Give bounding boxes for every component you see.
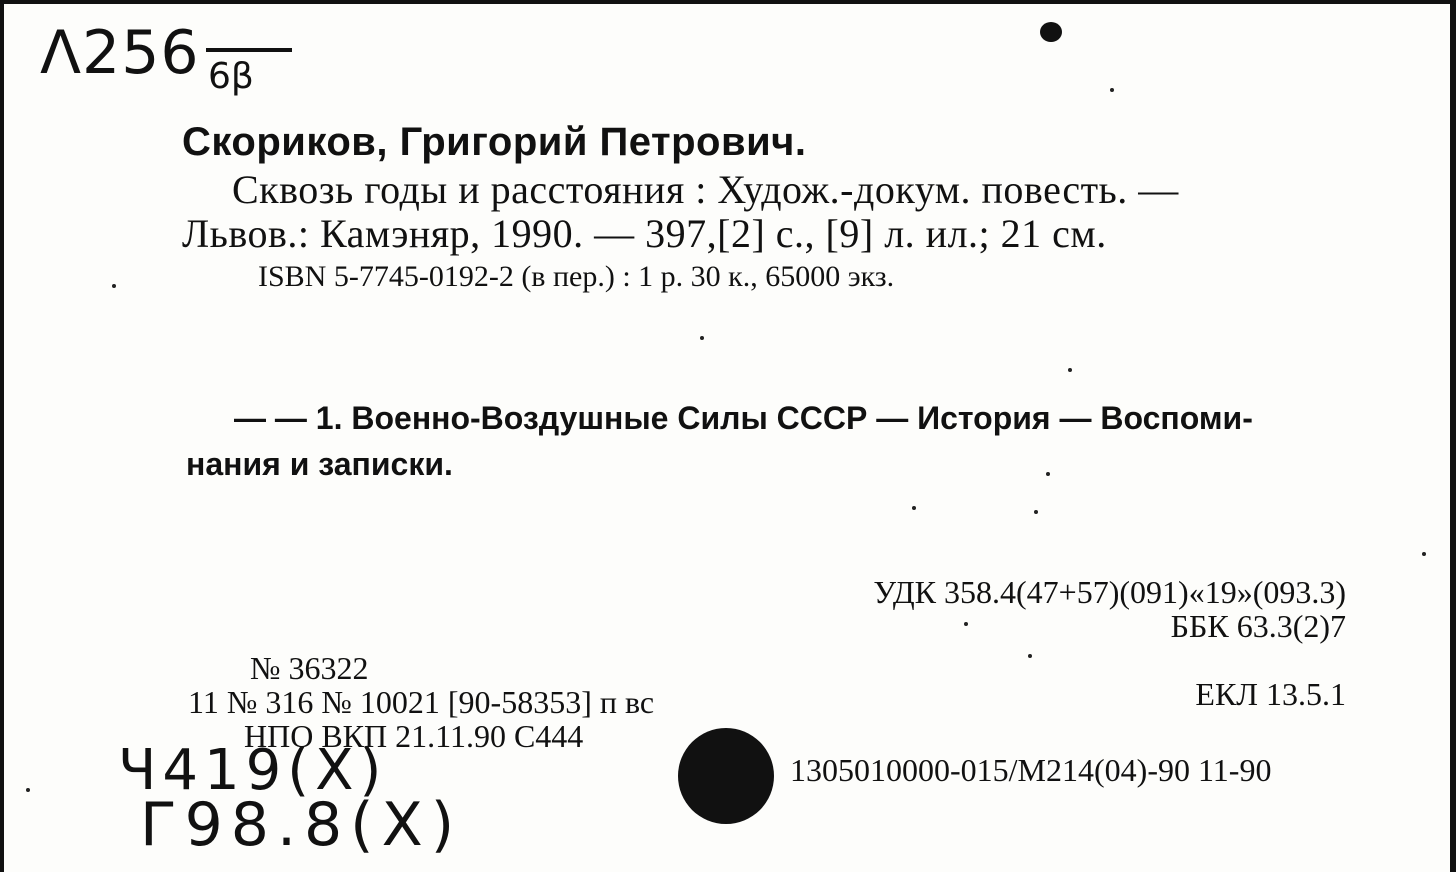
- ekl-code: ЕКЛ 13.5.1: [1195, 676, 1346, 712]
- card-border-top: [0, 0, 1456, 4]
- subject-heading-line-1: — — 1. Военно-Воздушные Силы СССР — История — Воспоми-: [234, 400, 1253, 436]
- dust-speck: [1034, 510, 1038, 514]
- call-number-sub: 6β: [208, 56, 254, 97]
- author-heading: Скориков, Григорий Петрович.: [182, 120, 807, 164]
- shelf-mark-1: Ч419(Х): [118, 738, 388, 803]
- dust-speck: [112, 284, 116, 288]
- shelf-mark-2: Г98.8(Х): [140, 790, 463, 860]
- card-punch-hole: [678, 728, 774, 824]
- print-info: 11 № 316 № 10021 [90-58353] п вс: [188, 684, 655, 720]
- dust-speck: [26, 788, 30, 792]
- dust-speck: [1046, 472, 1050, 476]
- record-number: № 36322: [250, 650, 369, 686]
- dust-speck: [1028, 654, 1032, 658]
- bbk-code: ББК 63.3(2)7: [1170, 608, 1346, 644]
- dust-speck: [1110, 88, 1114, 92]
- dust-speck: [912, 506, 916, 510]
- isbn-line: ISBN 5-7745-0192-2 (в пер.) : 1 р. 30 к., 65000 экз.: [258, 260, 895, 293]
- title-line-1: Сквозь годы и расстояния : Худож.-докум. повесть. —: [232, 167, 1179, 212]
- subject-heading-line-2: нания и записки.: [186, 446, 453, 482]
- dust-speck: [700, 336, 704, 340]
- card-border-left: [0, 0, 4, 872]
- udk-code: УДК 358.4(47+57)(091)«19»(093.3): [873, 574, 1346, 610]
- npo-line: НПО ВКП 21.11.90 С444: [244, 718, 584, 754]
- dust-speck: [1068, 368, 1072, 372]
- publication-code: 1305010000-015/М214(04)-90 11-90: [790, 752, 1272, 788]
- ink-spot-mark: [1040, 22, 1062, 42]
- call-number-main: Λ256: [40, 18, 200, 88]
- dust-speck: [964, 622, 968, 626]
- dust-speck: [1422, 552, 1426, 556]
- card-border-right: [1450, 0, 1456, 872]
- call-number-divider: [206, 48, 292, 52]
- title-line-2: Львов.: Камэняр, 1990. — 397,[2] с., [9] л. ил.; 21 см.: [182, 211, 1107, 256]
